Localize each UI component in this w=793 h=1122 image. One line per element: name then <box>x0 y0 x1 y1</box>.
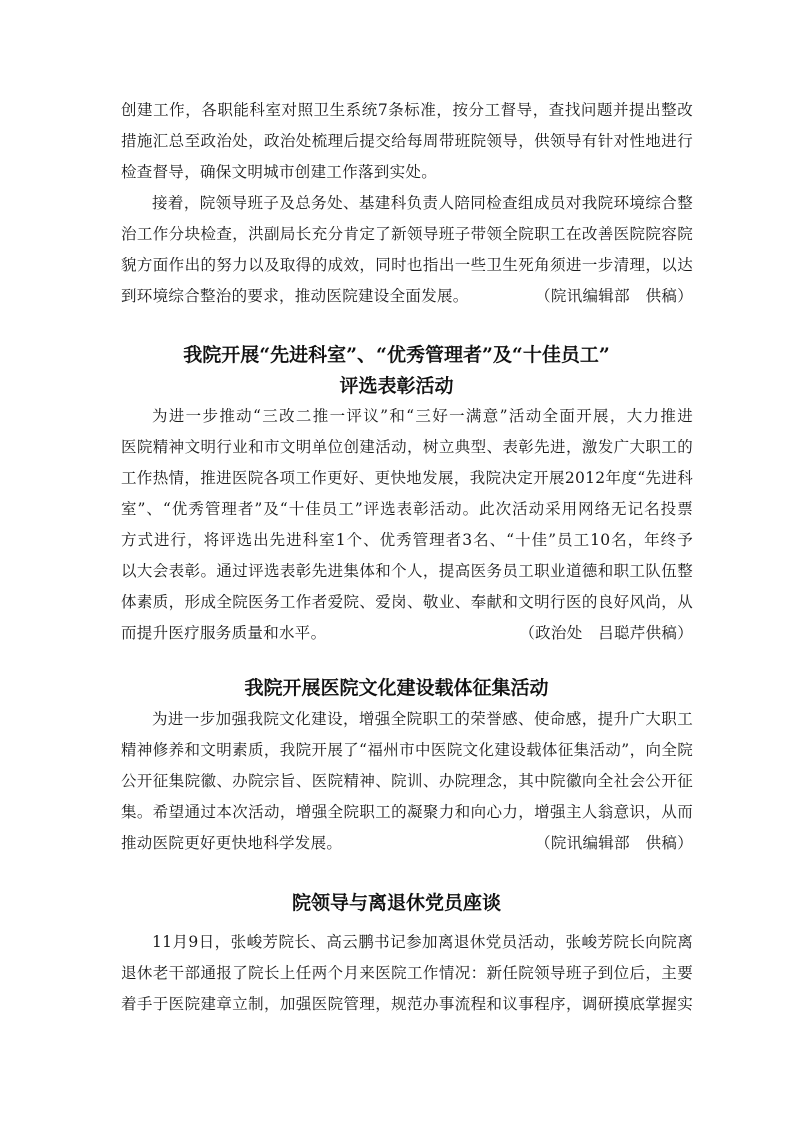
intro-p1-line-2: 措施汇总至政治处，政治处梳理后提交给每周带班院领导，供领导有针对性地进行 <box>121 132 693 150</box>
awards-line-8 <box>121 623 693 643</box>
culture-line-3: 公开征集院徽、办院宗旨、医院精神、院训、办院理念，其中院徽向全社会公开征 <box>121 772 693 790</box>
retirees-title: 院领导与离退休党员座谈 <box>291 892 501 914</box>
culture-line-1: 为进一步加强我院文化建设，增强全院职工的荣誉感、使命感，提升广大职工 <box>152 710 693 728</box>
intro-p2-line-1: 接着，院领导班子及总务处、基建科负责人陪同检查组成员对我院环境综合整 <box>152 194 693 212</box>
awards-line-3: 工作热情，推进医院各项工作更好、更快地发展，我院决定开展2012年度“先进科 <box>121 469 693 487</box>
culture-credit: （院讯编辑部 供稿） <box>535 834 693 852</box>
awards-line-4: 室”、“优秀管理者”及“十佳员工”评选表彰活动。此次活动采用网络无记名投票 <box>121 500 693 518</box>
awards-title-line-1: 我院开展“先进科室”、“优秀管理者”及“十佳员工” <box>183 344 610 366</box>
awards-line-5: 方式进行，将评选出先进科室1个、优秀管理者3名、“十佳”员工10名，年终予 <box>121 531 693 549</box>
culture-line-2: 精神修养和文明素质，我院开展了“福州市中医院文化建设载体征集活动”，向全院 <box>121 741 693 759</box>
culture-last-text: 推动医院更好更快地科学发展。 <box>121 834 343 852</box>
culture-line-4: 集。希望通过本次活动，增强全院职工的凝聚力和向心力，增强主人翁意识，从而 <box>121 803 693 821</box>
intro-p2-line-4 <box>121 286 693 306</box>
awards-line-2: 医院精神文明行业和市文明单位创建活动，树立典型、表彰先进，激发广大职工的 <box>121 438 693 456</box>
retirees-line-2: 退休老干部通报了院长上任两个月来医院工作情况：新任院领导班子到位后，主要 <box>121 964 693 982</box>
culture-line-5 <box>121 833 693 853</box>
awards-title-line-2: 评选表彰活动 <box>339 375 454 397</box>
awards-line-7: 体素质，形成全院医务工作者爱院、爱岗、敬业、奉献和文明行医的良好风尚，从 <box>121 593 693 611</box>
intro-p1-line-3: 检查督导，确保文明城市创建工作落到实处。 <box>121 163 438 181</box>
retirees-line-1: 11月9日，张峻芳院长、高云鹏书记参加离退休党员活动，张峻芳院长向院离 <box>152 933 693 951</box>
culture-title: 我院开展医院文化建设载体征集活动 <box>244 677 549 699</box>
awards-credit: （政治处 吕聪芹供稿） <box>519 624 693 642</box>
retirees-line-3: 着手于医院建章立制，加强医院管理，规范办事流程和议事程序，调研摸底掌握实 <box>121 995 693 1013</box>
intro-p2-line-2: 治工作分块检查，洪副局长充分肯定了新领导班子带领全院职工在改善医院院容院 <box>121 225 693 243</box>
intro-p2-last-text: 到环境综合整治的要求，推动医院建设全面发展。 <box>121 287 469 305</box>
intro-p2-line-3: 貌方面作出的努力以及取得的成效，同时也指出一些卫生死角须进一步清理，以达 <box>121 256 693 274</box>
awards-line-6: 以大会表彰。通过评选表彰先进集体和个人，提高医务员工职业道德和职工队伍整 <box>121 562 693 580</box>
awards-last-text: 而提升医疗服务质量和水平。 <box>121 624 327 642</box>
intro-credit: （院讯编辑部 供稿） <box>535 287 693 305</box>
awards-line-1: 为进一步推动“三改二推一评议”和“三好一满意”活动全面开展，大力推进 <box>152 407 693 425</box>
intro-p1-line-1: 创建工作，各职能科室对照卫生系统7条标准，按分工督导，查找问题并提出整改 <box>121 101 693 119</box>
